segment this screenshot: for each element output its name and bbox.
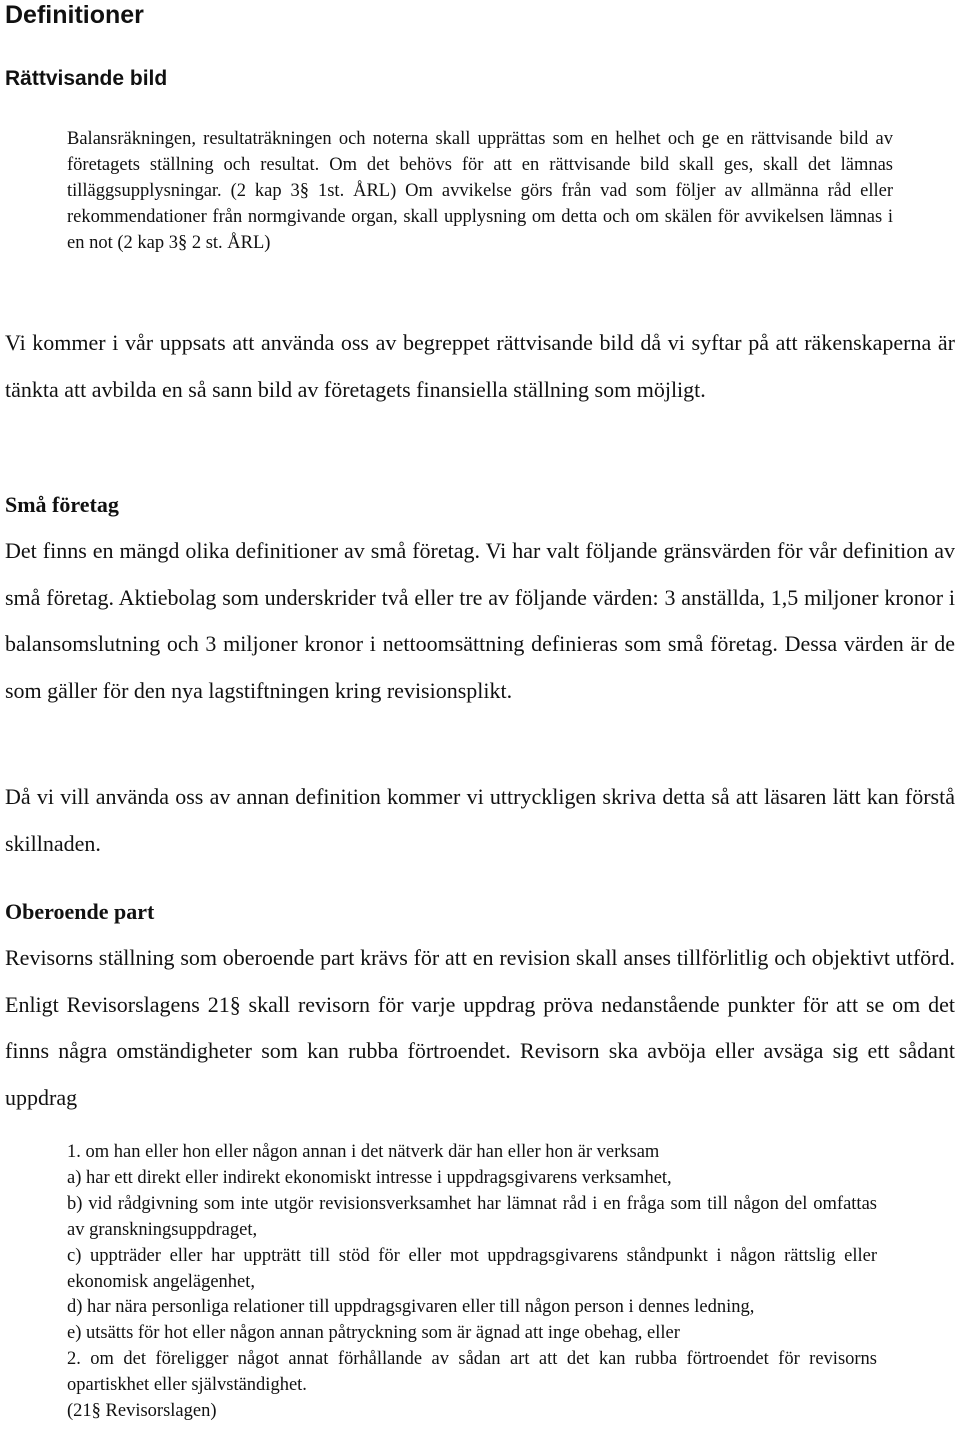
section-title-sma-foretag: Små företag [5,492,119,517]
page-title: Definitioner [5,1,144,29]
paragraph-rattvisande-bild: Vi kommer i vår uppsats att använda oss av begreppet rättvisande bild då vi syftar på att räkenskaperna är tänkta att avbilda en så sann bild av företagets finansiella ställning som möjligt. [5,330,955,402]
list-item: d) har nära personliga relationer till uppdragsgivaren eller till någon person i dennes ledning, [67,1297,755,1318]
list-item: 1. om han eller hon eller någon annan i det nätverk där han eller hon är verksam [67,1142,660,1162]
list-item: a) har ett direkt eller indirekt ekonomiskt intresse i uppdragsgivarens verksamhet, [67,1167,672,1188]
paragraph-oberoende-part: Revisorns ställning som oberoende part krävs för att en revision skall anses tillförlitlig och objektivt utförd. Enligt Revisorslagens 21§ skall revisorn för varje uppdrag pröva nedanstående punkter för att se om det finns några omständigheter som kan rubba förtroendet. Revisorn ska avböja eller avsäga sig ett sådant uppdrag [5,945,955,1110]
paragraph-sma-foretag-2: Då vi vill använda oss av annan definition kommer vi uttryckligen skriva detta så att läsaren lätt kan förstå skillnaden. [5,784,955,856]
section-title-rattvisande-bild: Rättvisande bild [5,67,168,90]
section-title-oberoende-part: Oberoende part [5,899,155,924]
list-item: 2. om det föreligger något annat förhållande av sådan art att det kan rubba förtroendet för revisorns opartiskhet eller självständighet. [67,1349,877,1396]
list-item: e) utsätts för hot eller någon annan påtryckning som är ägnad att inge obehag, eller [67,1323,680,1344]
list-item: c) uppträder eller har uppträtt till stöd för eller mot uppdragsgivarens ståndpunkt i någon rättslig eller ekonomisk angelägenhet, [67,1245,877,1292]
law-quote-list [67,1140,877,1425]
paragraph-sma-foretag-1: Det finns en mängd olika definitioner av små företag. Vi har valt följande gränsvärden för vår definition av små företag. Aktiebolag som underskrider två eller tre av följande värden: 3 anställda, 1,5 miljoner kronor i balansomslutning och 3 miljoner kronor i nettoomsättning definieras som små företag. Dessa värden är de som gäller för den nya lagstiftningen kring revisionsplikt. [5,538,955,703]
list-item: (21§ Revisorslagen) [67,1401,217,1422]
law-quote-arl: Balansräkningen, resultaträkningen och noterna skall upprättas som en helhet och ge en rättvisande bild av företagets ställning och resultat. Om det behövs för att en rättvisande bild skall ges, skall det lämnas tilläggsupplysningar. (2 kap 3§ 1st. ÅRL) Om avvikelse görs från vad som följer av allmänna råd eller rekommendationer från normgivande organ, skall upplysning om detta och om skälen för avvikelsen lämnas i en not (2 kap 3§ 2 st. ÅRL) [67,129,893,253]
list-item: b) vid rådgivning som inte utgör revisionsverksamhet har lämnat råd i en fråga som till någon del omfattas av granskningsuppdraget, [67,1193,877,1240]
